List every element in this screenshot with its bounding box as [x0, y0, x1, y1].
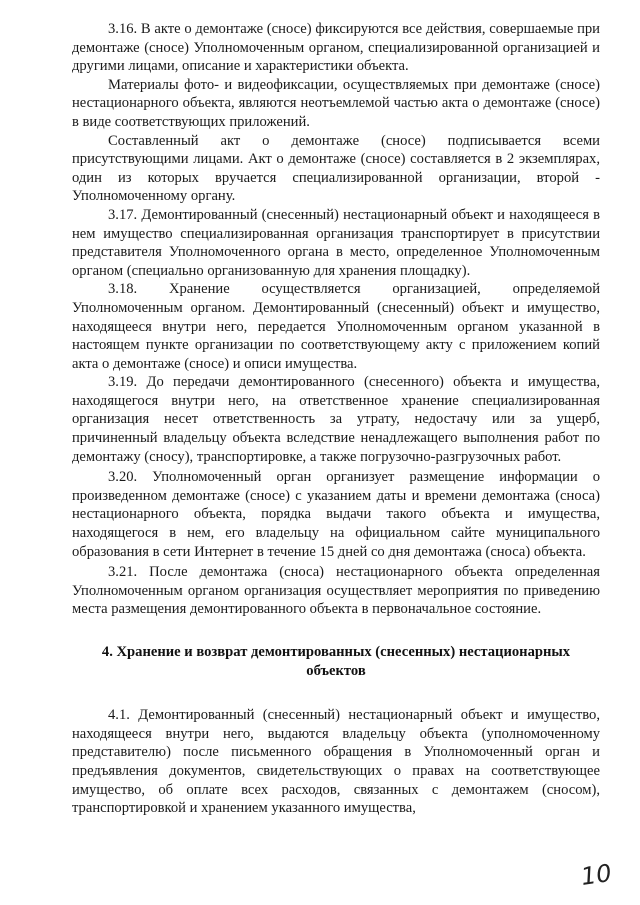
paragraph-3-20: 3.20. Уполномоченный орган организует размещение информации о произведенном демонтаже (сносе) с указанием даты и времени демонтажа (сноса) нестационарного объекта, порядка выдачи такого объекта и имущества, находящегося в нем, его владельцу на официальном сайте муниципального образования в сети Интернет в течение 15 дней со дня демонтажа (сноса) объекта. [72, 469, 600, 560]
paragraph-3-16: 3.16. В акте о демонтаже (сносе) фиксируются все действия, совершаемые при демонтаже (сносе) Уполномоченным органом, специализированной организацией и другими лицами, описание и характеристики объекта. [72, 21, 600, 75]
paragraph-3-18: 3.18. Хранение осуществляется организацией, определяемой Уполномоченным органом. Демонтированный (снесенный) объект и имущество, находящееся внутри него, передается Уполномоченным органом указанной в настоящем пункте организации по соответствующему акту с приложением копий акта о демонтаже (сносе) и описи имущества. [72, 281, 600, 372]
paragraph-3-21: 3.21. После демонтажа (сноса) нестационарного объекта определенная Уполномоченным органом организация осуществляет мероприятия по приведению места размещения демонтированного объекта в первоначальное состояние. [72, 564, 600, 618]
paragraph-3-19: 3.19. До передачи демонтированного (снесенного) объекта и имущества, находящегося внутри него, на ответственное хранение специализированная организация несет ответственность за утрату, недостачу или за ущерб, причиненный владельцу объекта вследствие ненадлежащего выполнения работ по демонтажу (сносу), транспортировке, а также погрузочно-разгрузочных работ. [72, 374, 600, 465]
paragraph-3-17: 3.17. Демонтированный (снесенный) нестационарный объект и находящееся в нем имущество специализированная организация транспортирует в присутствии представителя Уполномоченного органа в место, определенное Уполномоченным органом (специально организованную для хранения площадку). [72, 206, 600, 279]
section-heading: 4. Хранение и возврат демонтированных (снесенных) нестационарных объектов [101, 644, 571, 679]
paragraph-photo-video: Материалы фото- и видеофиксации, осуществляемых при демонтаже (сносе) нестационарного объекта, являются неотъемлемой частью акта о демонтаже (сносе) в виде соответствующих приложений. [72, 76, 600, 130]
paragraph-act-signing: Составленный акт о демонтаже (сносе) подписывается всеми присутствующими лицами. Акт о демонтаже (сносе) составляется в 2 экземплярах, один из которых вручается специализированной организации, второй - Уполномоченному органу. [72, 132, 600, 205]
handwritten-page-number: 10 [579, 859, 614, 891]
paragraph-4-1: 4.1. Демонтированный (снесенный) нестационарный объект и имущество, находящееся внутри него, выдаются владельцу объекта (уполномоченному представителю) после письменного обращения в Уполномоченный орган и предъявления документов, свидетельствующих о правах на соответствующее имущество, об оплате всех расходов, связанных с демонтажем (сносом), транспортировкой и хранением указанного имущества, [72, 707, 600, 817]
document-body [72, 20, 600, 818]
